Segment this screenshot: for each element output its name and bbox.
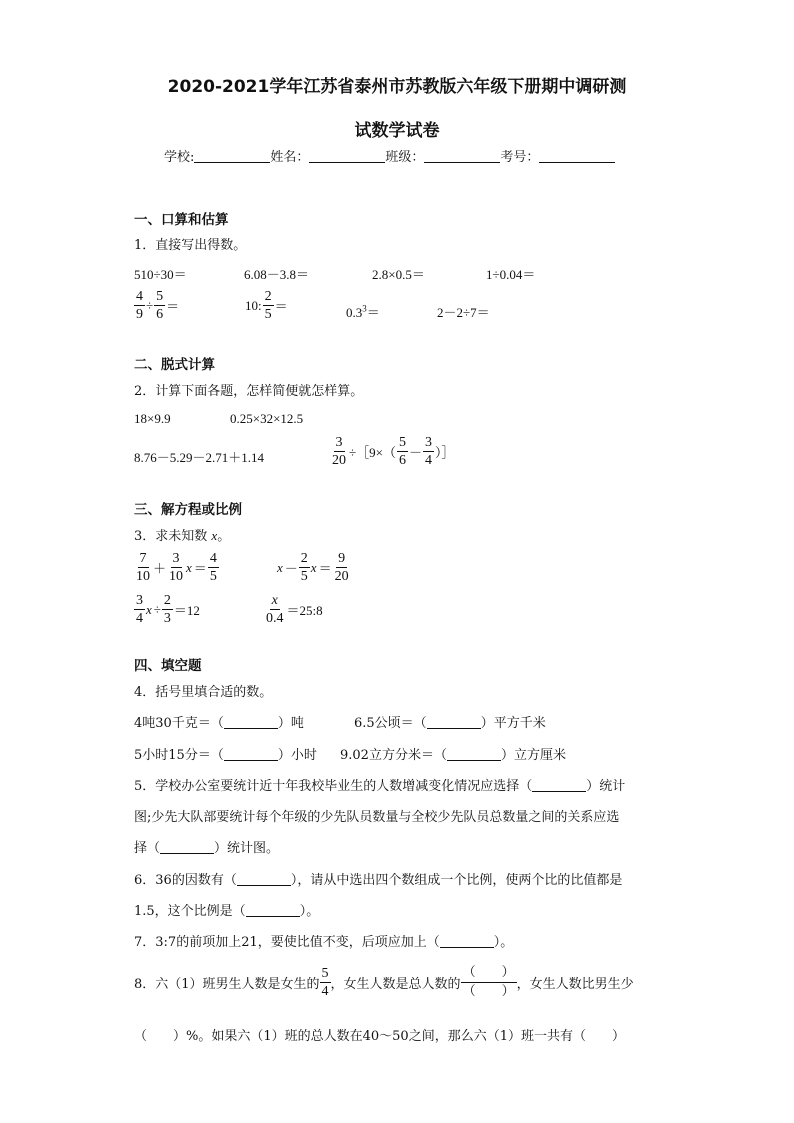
answer-blank[interactable] xyxy=(237,871,291,886)
answer-fraction-blank[interactable]: $\frac{( )}{( )}$ xyxy=(462,965,515,999)
answer-blank[interactable] xyxy=(160,839,214,854)
answer-blank[interactable] xyxy=(246,902,300,917)
section-heading-4: 四、填空题 xyxy=(134,658,202,674)
name-label: 姓名： xyxy=(270,150,310,165)
equation-4: $\frac{x}{0.4}$ ＝25:8 xyxy=(266,593,323,626)
question-3: 3．求未知数 x。 xyxy=(134,528,231,544)
calc-item-fraction-division: $\frac{4}{9}$ ÷ $\frac{5}{6}$ ＝ xyxy=(136,289,180,322)
fill-item: 9.02立方分米＝（ ）立方厘米 xyxy=(340,748,566,763)
question-7: 7．3:7的前项加上21，要使比值不变，后项应加上（ ）。 xyxy=(134,935,514,950)
calc-item: 2.8×0.5＝ xyxy=(372,267,425,282)
answer-blank[interactable] xyxy=(224,746,278,761)
equation-1: $\frac{7}{10}$ ＋ $\frac{3}{10}$ x ＝ $\frac{4}{5}$ xyxy=(136,551,217,584)
fill-item: 6.5公顷＝（ ）平方千米 xyxy=(354,716,546,731)
question-5-line3: 择（ ）统计图。 xyxy=(134,841,280,856)
class-field[interactable] xyxy=(424,148,500,163)
section-heading-2: 二、脱式计算 xyxy=(134,357,215,373)
equation-3: $\frac{3}{4}$ x ÷ $\frac{2}{3}$ ＝12 xyxy=(136,593,200,626)
question-2: 2．计算下面各题，怎样简便就怎样算。 xyxy=(134,384,364,399)
section-heading-3: 三、解方程或比例 xyxy=(134,502,242,518)
class-label: 班级： xyxy=(385,150,425,165)
question-4: 4．括号里填合适的数。 xyxy=(134,685,273,700)
fill-item: 4吨30千克＝（ ）吨 xyxy=(134,716,304,731)
school-label: 学校: xyxy=(164,150,195,165)
calc-item-power: $0.3^3=$ xyxy=(346,303,380,320)
answer-blank[interactable] xyxy=(224,714,278,729)
answer-blank[interactable] xyxy=(440,933,494,948)
calc-item: 510÷30＝ xyxy=(134,267,187,282)
calc-item: 1÷0.04＝ xyxy=(486,267,536,282)
calc-expression: 18×9.9 xyxy=(134,411,171,426)
question-1: 1．直接写出得数。 xyxy=(134,238,247,253)
school-field[interactable] xyxy=(194,148,270,163)
answer-blank[interactable] xyxy=(532,777,586,792)
calc-expression-fraction: $\frac{3}{20}$ ÷［9×（ $\frac{5}{6}$ － $\frac{3}{4}$ ）］ xyxy=(332,435,455,468)
exam-no-label: 考号： xyxy=(500,150,540,165)
answer-blank[interactable] xyxy=(427,714,481,729)
page-title-line1: 2020-2021学年江苏省泰州市苏教版六年级下册期中调研测 xyxy=(167,77,627,97)
question-6-line1: 6．36的因数有（ ），请从中选出四个数组成一个比例，使两个比的比值都是 xyxy=(134,873,623,888)
calc-expression: 0.25×32×12.5 xyxy=(230,411,304,426)
question-8-line1: 8．六（1）班男生人数是女生的 $\frac{5}{4}$ ，女生人数是总人数的 $\frac{( )}{( )}$ ，女生人数比男生少 xyxy=(134,965,634,999)
question-6-line2: 1.5，这个比例是（ ）。 xyxy=(134,904,320,919)
equation-2: x － $\frac{2}{5}$ x ＝ $\frac{9}{20}$ xyxy=(277,551,349,584)
question-8-line2: （ ）%。如果六（1）班的总人数在40～50之间，那么六（1）班一共有（ ） xyxy=(134,1029,625,1044)
fill-item: 5小时15分＝（ ）小时 xyxy=(134,748,317,763)
calc-expression: 8.76－5.29－2.71＋1.14 xyxy=(134,450,265,465)
calc-item: 2－2÷7＝ xyxy=(437,305,490,320)
page-title-line2: 试数学试卷 xyxy=(354,121,440,141)
answer-blank[interactable] xyxy=(447,746,501,761)
exam-no-field[interactable] xyxy=(539,148,615,163)
question-5-line2: 图;少先大队部要统计每个年级的少先队员数量与全校少先队员总数量之间的关系应选 xyxy=(134,810,620,825)
calc-item-ratio: 10: $\frac{2}{5}$ ＝ xyxy=(245,289,288,322)
section-heading-1: 一、口算和估算 xyxy=(134,212,229,228)
name-field[interactable] xyxy=(309,148,385,163)
calc-item: 6.08－3.8＝ xyxy=(244,267,310,282)
question-5-line1: 5．学校办公室要统计近十年我校毕业生的人数增减变化情况应选择（ ）统计 xyxy=(134,779,626,794)
student-info-row xyxy=(164,146,615,165)
